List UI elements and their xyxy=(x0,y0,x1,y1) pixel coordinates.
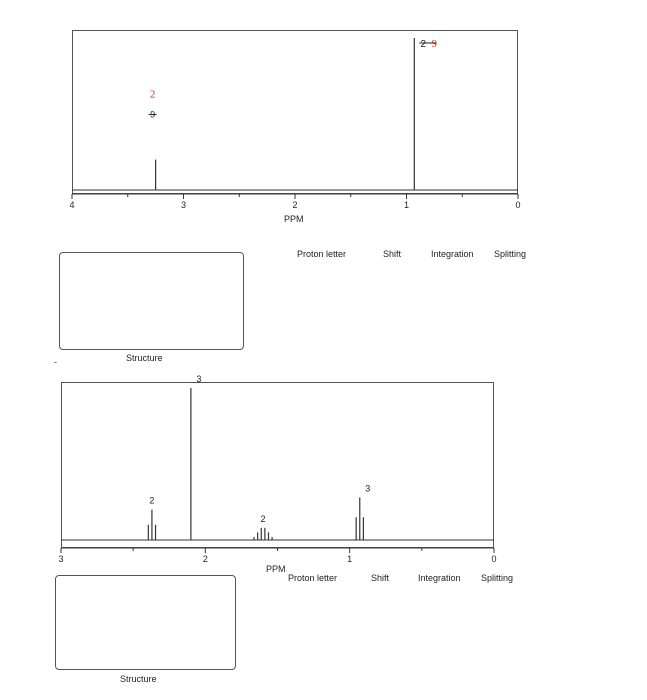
structure1-label: Structure xyxy=(126,353,163,363)
spectrum2-peak-annotation: 2 xyxy=(149,495,155,506)
structure2-label: Structure xyxy=(120,674,157,684)
spectrum1-tick-label: 3 xyxy=(180,200,187,210)
table1-header-integration: Integration xyxy=(431,249,474,259)
spectrum2-tick-label: 0 xyxy=(491,554,497,564)
spectrum1-tick-label: 2 xyxy=(292,200,298,210)
spectrum1-annotation-struck: 9 xyxy=(150,109,156,120)
structure2-box[interactable] xyxy=(55,575,236,670)
spectrum2-peak-annotation: 2 xyxy=(260,513,266,524)
spectrum1-annotation-struck: 2 xyxy=(420,39,427,50)
dash-mark: - xyxy=(54,357,57,367)
spectrum2-tick-label: 2 xyxy=(202,554,208,564)
spectrum2-tick-label: 3 xyxy=(58,554,64,564)
table1-header-proton: Proton letter xyxy=(297,249,347,259)
spectrum2-peak-annotation: 3 xyxy=(365,483,371,494)
table1-header-shift: Shift xyxy=(383,249,402,259)
table1-header-splitting: Splitting xyxy=(494,249,527,259)
spectrum1-tick-label: 1 xyxy=(403,200,410,210)
spectrum2-peak-annotation: 3 xyxy=(196,374,202,384)
table2-header-shift: Shift xyxy=(371,573,390,583)
table2-header-proton: Proton letter xyxy=(288,573,338,583)
spectrum2-xlabel: PPM xyxy=(266,564,286,574)
table2-header-splitting: Splitting xyxy=(481,573,514,583)
spectrum1-annotation-red: 9 xyxy=(431,38,438,50)
table2-header-integration: Integration xyxy=(418,573,461,583)
spectrum1-tick-label: 0 xyxy=(515,200,521,210)
spectrum1-annotation-red: 2 xyxy=(149,88,156,101)
spectrum1-tick-label: 4 xyxy=(69,200,75,210)
spectrum1-xlabel: PPM xyxy=(284,214,304,224)
spectrum2-tick-label: 1 xyxy=(347,554,353,564)
